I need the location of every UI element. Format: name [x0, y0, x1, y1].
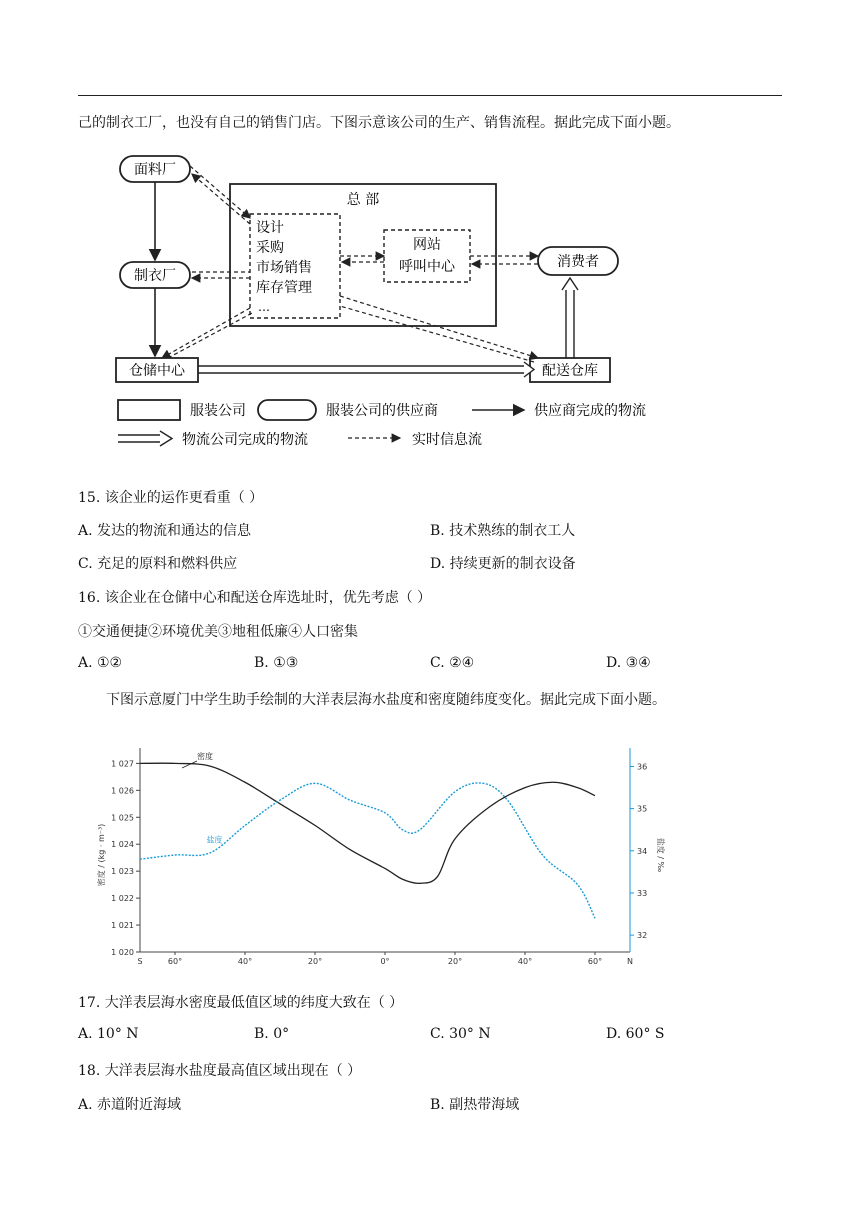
salinity-series-label: 盐度 — [206, 835, 223, 845]
chart-svg — [90, 740, 670, 972]
legend-logistics-flow-label: 物流公司完成的物流 — [182, 432, 308, 448]
consumer-label: 消费者 — [557, 254, 599, 270]
left-tick-label: 1 027 — [111, 759, 134, 769]
q15-option-b[interactable]: B. 技术熟练的制衣工人 — [430, 523, 576, 539]
right-tick-label: 35 — [637, 804, 648, 814]
q17-option-a[interactable]: A. 10° N — [78, 1026, 139, 1042]
salinity-line — [140, 783, 595, 918]
x-tick-label: 60° — [587, 957, 603, 966]
left-tick-label: 1 026 — [111, 786, 134, 796]
right-tick-label: 36 — [637, 762, 648, 772]
right-tick-label: 33 — [637, 888, 648, 898]
legend-supplier-label: 服装公司的供应商 — [326, 403, 438, 419]
q17-option-c[interactable]: C. 30° N — [430, 1026, 491, 1042]
density-series-label: 密度 — [197, 752, 213, 761]
x-tick-label: S — [137, 957, 143, 966]
q17-option-b[interactable]: B. 0° — [254, 1026, 290, 1042]
left-tick-label: 1 021 — [111, 921, 134, 931]
x-tick-label: 60° — [167, 957, 183, 966]
q18-option-b[interactable]: B. 副热带海域 — [430, 1097, 520, 1113]
left-tick-label: 1 024 — [111, 840, 134, 850]
legend-company-icon — [118, 400, 180, 420]
q15-option-d[interactable]: D. 持续更新的制衣设备 — [430, 556, 576, 572]
q17-option-d[interactable]: D. 60° S — [606, 1026, 665, 1042]
salinity-density-chart — [90, 740, 670, 972]
function-marketing: 市场销售 — [256, 260, 312, 276]
left-tick-label: 1 023 — [111, 867, 134, 877]
q18-stem: 18. 大洋表层海水盐度最高值区域出现在（ ） — [78, 1063, 362, 1079]
left-tick-label: 1 020 — [111, 948, 134, 957]
density-line — [140, 763, 595, 883]
fabric-factory-label: 面料厂 — [134, 162, 176, 178]
right-tick-label: 32 — [637, 931, 648, 941]
flow-diagram — [78, 148, 674, 466]
x-tick-label: 20° — [447, 957, 463, 966]
function-inventory: 库存管理 — [256, 280, 312, 296]
right-tick-label: 34 — [637, 846, 648, 856]
x-tick-label: 40° — [517, 957, 533, 966]
left-tick-label: 1 022 — [111, 894, 134, 904]
flow-diagram-svg — [78, 148, 674, 466]
website-label: 网站 — [413, 237, 441, 253]
intro2-text: 下图示意厦门中学生助手绘制的大洋表层海水盐度和密度随纬度变化。据此完成下面小题。 — [106, 692, 666, 708]
warehouse-center-label: 仓储中心 — [129, 363, 185, 379]
q17-stem: 17. 大洋表层海水密度最低值区域的纬度大致在（ ） — [78, 995, 404, 1011]
x-tick-label: N — [627, 957, 633, 966]
legend-logistics-flow-icon — [118, 431, 172, 446]
headquarters-label: 总 部 — [346, 192, 380, 208]
header-rule — [78, 95, 782, 96]
delivery-warehouse-label: 配送仓库 — [542, 363, 598, 379]
x-tick-label: 20° — [307, 957, 323, 966]
function-more: … — [258, 300, 270, 314]
function-design: 设计 — [256, 220, 284, 236]
intro-text: 己的制衣工厂，也没有自己的销售门店。下图示意该公司的生产、销售流程。据此完成下面小题。 — [78, 115, 680, 131]
call-center-label: 呼叫中心 — [399, 259, 455, 275]
x-tick-label: 0° — [380, 957, 390, 966]
function-purchase: 采购 — [256, 240, 284, 256]
q18-option-a[interactable]: A. 赤道附近海域 — [78, 1097, 182, 1113]
q16-option-d[interactable]: D. ③④ — [606, 655, 651, 671]
right-axis-label: 盐度 / ‰ — [656, 837, 665, 873]
q15-stem: 15. 该企业的运作更看重（ ） — [78, 490, 264, 506]
legend-supplier-flow-label: 供应商完成的物流 — [534, 403, 646, 419]
legend-supplier-icon — [258, 400, 316, 420]
garment-factory-label: 制衣厂 — [134, 268, 176, 284]
q15-option-c[interactable]: C. 充足的原料和燃料供应 — [78, 556, 238, 572]
q16-items: ①交通便捷②环境优美③地租低廉④人口密集 — [78, 624, 358, 640]
legend-info-flow-label: 实时信息流 — [412, 432, 482, 448]
q16-option-c[interactable]: C. ②④ — [430, 655, 475, 671]
q16-option-a[interactable]: A. ①② — [78, 655, 123, 671]
q16-option-b[interactable]: B. ①③ — [254, 655, 299, 671]
q16-stem: 16. 该企业在仓储中心和配送仓库选址时，优先考虑（ ） — [78, 590, 432, 606]
q15-option-a[interactable]: A. 发达的物流和通达的信息 — [78, 523, 252, 539]
legend-company-label: 服装公司 — [190, 403, 246, 419]
x-tick-label: 40° — [237, 957, 253, 966]
left-tick-label: 1 025 — [111, 813, 134, 823]
left-axis-label: 密度 / (kg · m⁻³) — [97, 823, 106, 887]
